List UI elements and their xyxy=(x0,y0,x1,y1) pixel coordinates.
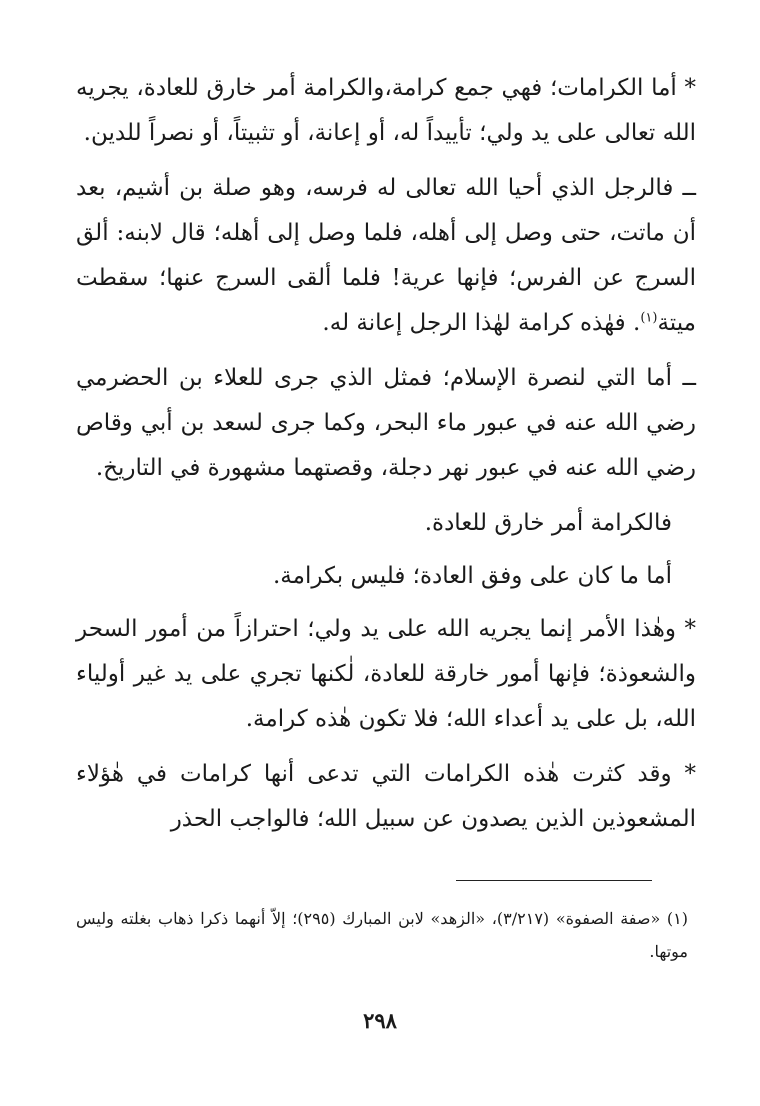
paragraph-karamat-definition: * أما الكرامات؛ فهي جمع كرامة،والكرامة أمر خارق للعادة، يجريه الله تعالى على يد ولي؛ تأييداً له، أو إعانة، أو تثبيتاً، أو نصراً للدين. xyxy=(76,75,696,146)
footnote-divider xyxy=(456,880,652,881)
paragraph-horse-story xyxy=(76,166,696,346)
paragraph-islam-support: ــ أما التي لنصرة الإسلام؛ فمثل الذي جرى للعلاء بن الحضرمي رضي الله عنه في عبور ماء البحر، وكما جرى لسعد بن أبي وقاص رضي الله عنه في عبور نهر دجلة، وقصتهما مشهورة في التاريخ. xyxy=(76,365,696,481)
paragraph-warning: * وقد كثرت هٰذه الكرامات التي تدعى أنها كرامات في هٰؤلاء المشعوذين الذين يصدون عن سبيل الله؛ فالواجب الحذر xyxy=(76,761,696,832)
page-number: ٢٩٨ xyxy=(363,1008,397,1033)
paragraph-horse-story-tail: . فهٰذه كرامة لهٰذا الرجل إعانة له. xyxy=(322,310,641,336)
paragraph-ordinary: أما ما كان على وفق العادة؛ فليس بكرامة. xyxy=(273,563,672,589)
main-text xyxy=(76,66,696,852)
paragraph-sorcery: * وهٰذا الأمر إنما يجريه الله على يد ولي؛ احترازاً من أمور السحر والشعوذة؛ فإنها أمور خارقة للعادة، لٰكنها تجري على يد غير أولياء الله، بل على يد أعداء الله؛ فلا تكون هٰذه كرامة. xyxy=(76,616,696,732)
footnote: (١) «صفة الصفوة» (٣/٢١٧)، «الزهد» لابن المبارك (٢٩٥)؛ إلاّ أنهما ذكرا ذهاب بغلته وليس موتها. xyxy=(76,909,689,961)
paragraph-summary: فالكرامة أمر خارق للعادة. xyxy=(424,510,672,536)
footnote-reference[interactable]: (١) xyxy=(640,310,658,326)
paragraph-horse-story-text: ــ فالرجل الذي أحيا الله تعالى له فرسه، وهو صلة بن أشيم، بعد أن ماتت، حتى وصل إلى أهله، فلما وصل إلى أهله؛ قال لابنه: ألق السرج عن الفرس؛ فإنها عرية! فلما ألقى السرج عنها؛ سقطت ميتة xyxy=(76,175,696,336)
